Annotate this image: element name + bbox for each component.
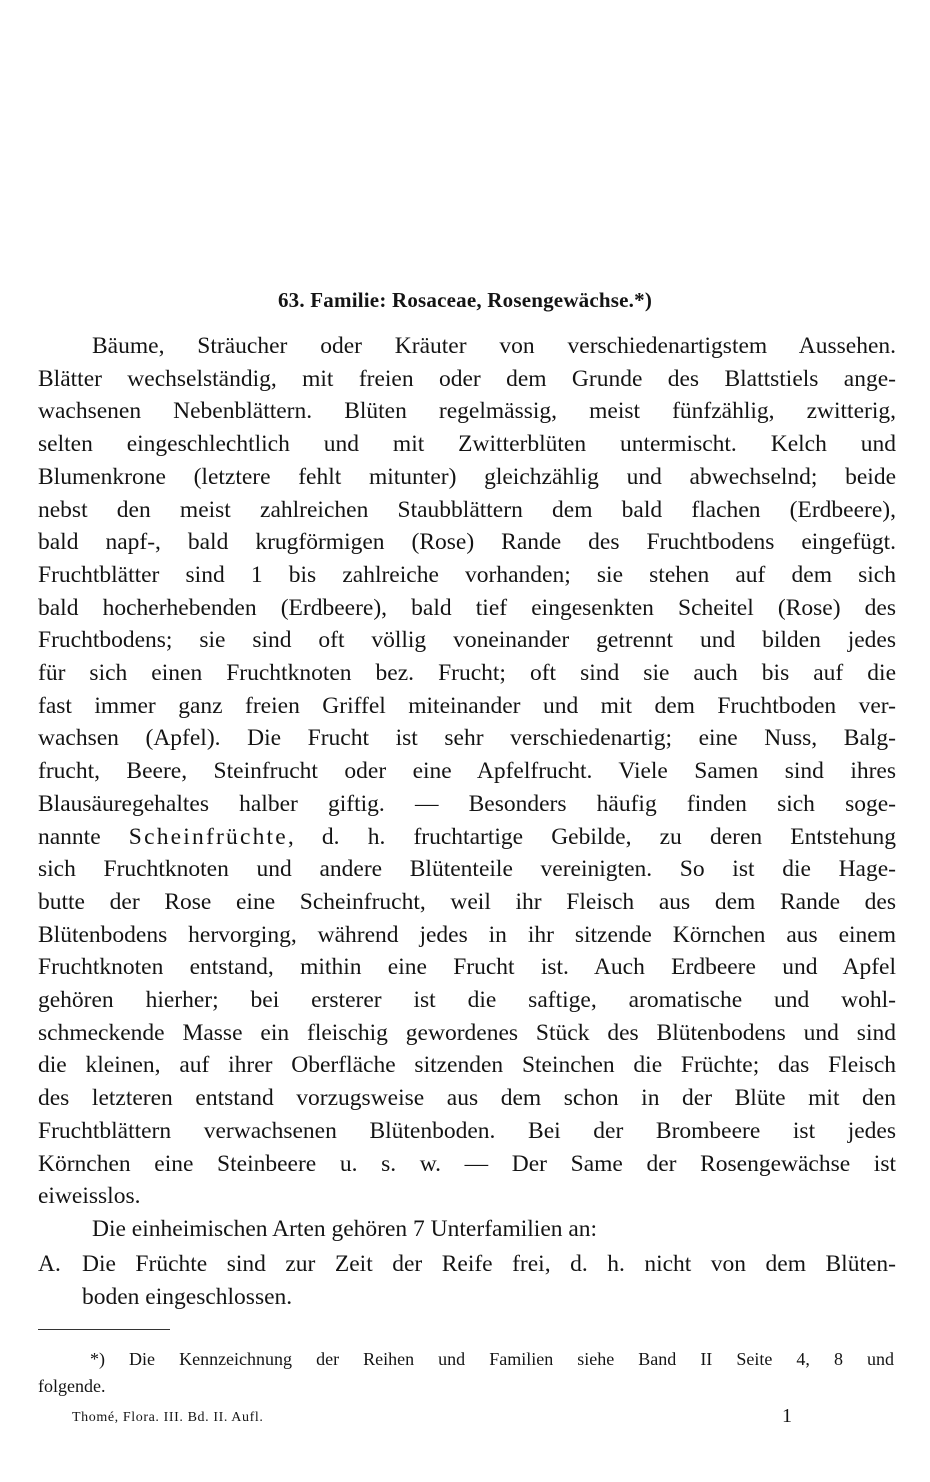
footnote-line: folgende. (38, 1376, 106, 1396)
paragraph-line: Fruchtblättern verwachsenen Blütenboden. Bei der Brombeere ist jedes (38, 1117, 896, 1144)
item-line: boden eingeschlossen. (82, 1283, 293, 1310)
paragraph-line: eiweisslos. (38, 1183, 141, 1210)
paragraph-line: Körnchen eine Steinbeere u. s. w. — Der Same der Rosengewächse ist (38, 1150, 896, 1177)
paragraph-line: schmeckende Masse ein fleischig gewordenes Stück des Blütenbodens und sind (38, 1019, 896, 1046)
paragraph-line: Bäume, Sträucher oder Kräuter von verschiedenartigstem Aussehen. (92, 333, 896, 359)
footnote (38, 1346, 894, 1400)
paragraph-line: Blütenbodens hervorging, während jedes in ihr sitzende Körnchen aus einem (38, 921, 896, 948)
paragraph-line: fast immer ganz freien Griffel miteinander und mit dem Fruchtboden ver- (38, 692, 896, 719)
paragraph-line: wachsen (Apfel). Die Frucht ist sehr verschiedenartig; eine Nuss, Balg- (38, 725, 896, 752)
paragraph-line: Blausäuregehaltes halber giftig. — Besonders häufig finden sich soge- (38, 790, 896, 817)
item-line: Die Früchte sind zur Zeit der Reife frei, d. h. nicht von dem Blüten- (82, 1251, 896, 1277)
paragraph-line: die kleinen, auf ihrer Oberfläche sitzenden Steinchen die Früchte; das Fleisch (38, 1052, 896, 1079)
section-heading: 63. Familie: Rosaceae, Rosengewächse.*) (277, 288, 653, 312)
paragraph-line: gehören hierher; bei ersterer ist die saftige, aromatische und wohl- (38, 987, 896, 1014)
line-text: nannte (38, 823, 129, 850)
page-number: 1 (782, 1405, 792, 1427)
paragraph-line: sich Fruchtknoten und andere Blütenteile vereinigten. So ist die Hage- (38, 856, 896, 883)
item-marker: A. (38, 1251, 61, 1277)
paragraph-line: wachsenen Nebenblättern. Blüten regelmässig, meist fünfzählig, zwitterig, (38, 398, 896, 425)
subfamily-intro: Die einheimischen Arten gehören 7 Unterfamilien an: (92, 1216, 598, 1242)
line-text: , d. h. fruchtartige Gebilde, zu deren Entstehung (287, 823, 897, 850)
paragraph-line: des letzteren entstand vorzugsweise aus dem schon in der Blüte mit den (38, 1085, 896, 1112)
paragraph-line: Blätter wechselständig, mit freien oder dem Grunde des Blattstiels ange- (38, 365, 896, 392)
footnote-divider (38, 1329, 170, 1330)
paragraph-line: für sich einen Fruchtknoten bez. Frucht; oft sind sie auch bis auf die (38, 660, 896, 687)
paragraph-line: Fruchtbodens; sie sind oft völlig voneinander getrennt und bilden jedes (38, 627, 896, 654)
description-paragraph (38, 330, 896, 1213)
paragraph-line: selten eingeschlechtlich und mit Zwitterblüten untermischt. Kelch und (38, 431, 896, 458)
paragraph-line: bald hocherhebenden (Erdbeere), bald tief eingesenkten Scheitel (Rose) des (38, 594, 896, 621)
paragraph-line: nebst den meist zahlreichen Staubblättern dem bald flachen (Erdbeere), (38, 496, 896, 523)
spaced-term: Scheinfrüchte (128, 823, 288, 850)
paragraph-line: frucht, Beere, Steinfrucht oder eine Apfelfrucht. Viele Samen sind ihres (38, 758, 896, 785)
signature-line: Thomé, Flora. III. Bd. II. Aufl. (72, 1410, 264, 1425)
paragraph-line: butte der Rose eine Scheinfrucht, weil ihr Fleisch aus dem Rande des (38, 888, 896, 915)
item-text (82, 1248, 896, 1313)
paragraph-line-scheinfruechte (38, 821, 896, 854)
key-item-a (38, 1248, 896, 1313)
paragraph-line: Blumenkrone (letztere fehlt mitunter) gleichzählig und abwechselnd; beide (38, 463, 896, 490)
footnote-line: *) Die Kennzeichnung der Reihen und Familien siehe Band II Seite 4, 8 und (90, 1349, 894, 1369)
paragraph-line: Fruchtknoten entstand, mithin eine Frucht ist. Auch Erdbeere und Apfel (38, 954, 896, 981)
paragraph-line: Fruchtblätter sind 1 bis zahlreiche vorhanden; sie stehen auf dem sich (38, 561, 896, 588)
paragraph-line: bald napf-, bald krugförmigen (Rose) Rande des Fruchtbodens eingefügt. (38, 529, 896, 556)
